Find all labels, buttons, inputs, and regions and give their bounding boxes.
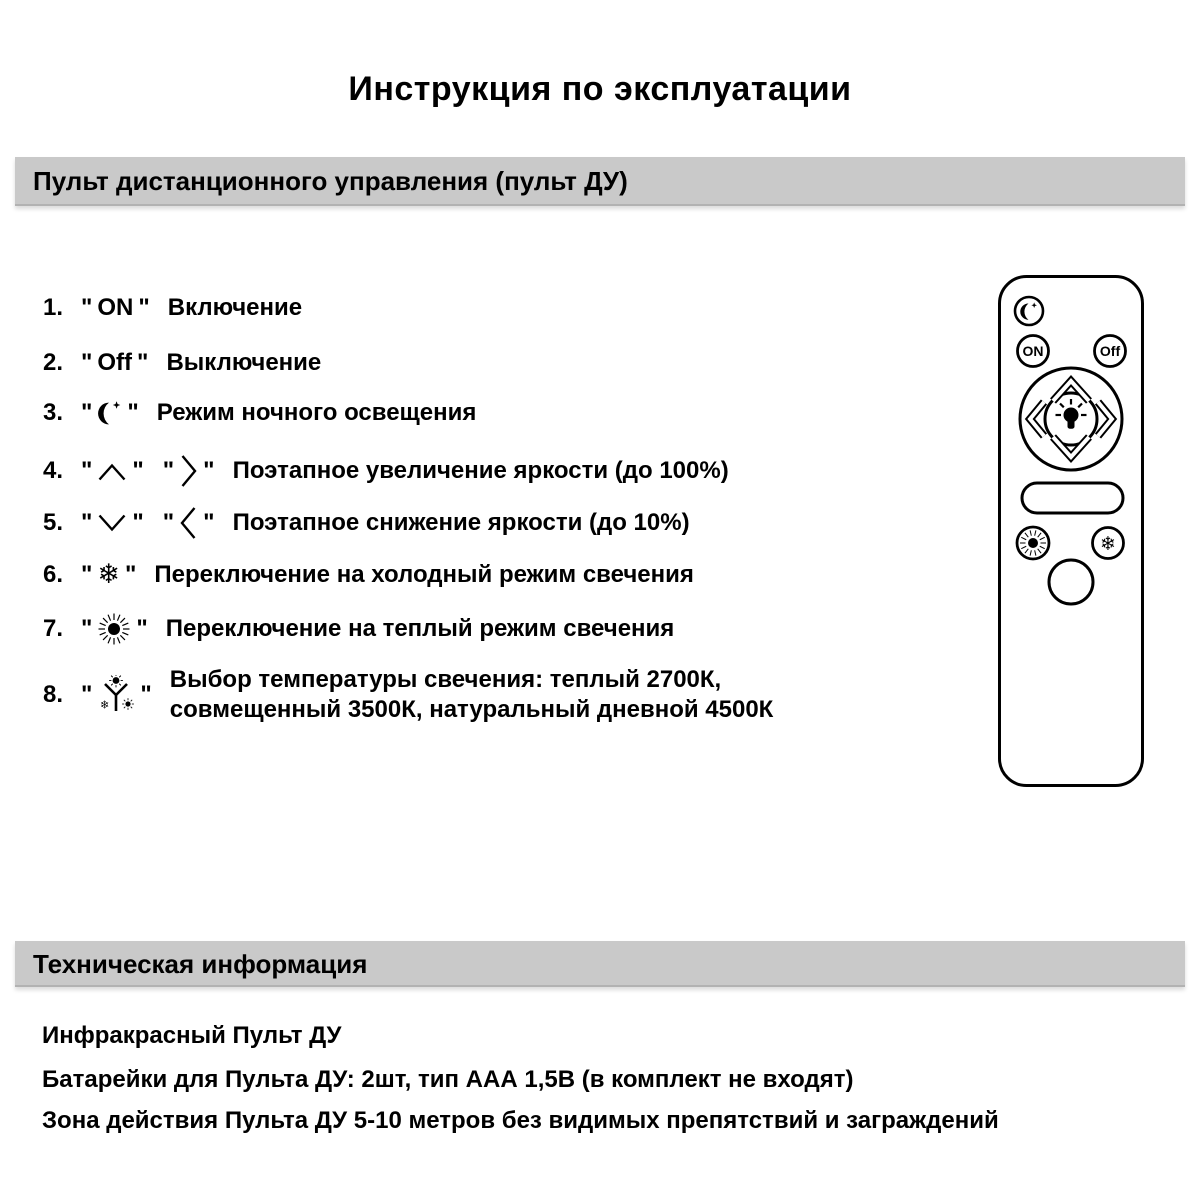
quote-mark: "	[81, 349, 93, 376]
quote-mark: "	[81, 681, 93, 708]
list-item	[43, 612, 674, 646]
tech-info-line: Зона действия Пульта ДУ 5-10 метров без видимых препятствий и заграждений	[42, 1107, 999, 1134]
list-item-number: 6.	[43, 561, 64, 588]
quote-mark: "	[137, 349, 149, 376]
quote-mark: "	[81, 399, 93, 426]
quote-mark: "	[203, 457, 215, 484]
tech-info-line: Батарейки для Пульта ДУ: 2шт, тип ААА 1,5В (в комплект не входят)	[42, 1066, 854, 1093]
snowflake-icon: ❄	[97, 559, 121, 590]
key-reference	[76, 560, 141, 590]
list-item	[43, 505, 690, 541]
snowflake-icon: ❄	[1100, 534, 1116, 555]
key-label: ON	[97, 294, 134, 321]
section-header-tech: Техническая информация	[15, 941, 1185, 987]
list-item-keys	[76, 560, 141, 590]
on-button-label: ON	[1022, 343, 1044, 359]
list-item-keys	[76, 505, 220, 541]
quote-mark: "	[132, 509, 144, 536]
list-item-number: 1.	[43, 294, 64, 321]
chevron-right-icon	[179, 453, 198, 489]
remote-control-diagram	[995, 272, 1150, 792]
section-header-remote: Пульт дистанционного управления (пульт ДУ)	[15, 157, 1185, 206]
list-item-text: Переключение на холодный режим свечения	[154, 561, 694, 588]
list-item-text: Поэтапное увеличение яркости (до 100%)	[232, 457, 729, 484]
list-item	[43, 560, 694, 590]
list-item-text: Поэтапное снижение яркости (до 10%)	[232, 509, 690, 536]
quote-mark: "	[140, 681, 152, 708]
list-item-number: 7.	[43, 615, 64, 642]
page-title: Инструкция по эксплуатации	[348, 70, 852, 108]
key-reference	[76, 398, 144, 428]
sun-icon	[97, 612, 131, 646]
list-item-keys	[76, 453, 220, 489]
quote-mark: "	[127, 399, 139, 426]
list-item	[43, 665, 773, 725]
list-item-keys	[76, 612, 153, 646]
list-item-text: Выключение	[166, 349, 322, 376]
quote-mark: "	[81, 509, 93, 536]
moon-icon	[97, 400, 122, 427]
list-item-text: Выбор температуры свечения: теплый 2700К, совмещенный 3500К, натуральный дневной 4500К	[169, 666, 774, 723]
list-item	[43, 293, 302, 323]
list-item-number: 2.	[43, 349, 64, 376]
tech-info-line: Инфракрасный Пульт ДУ	[42, 1022, 342, 1049]
mini-snowflake-icon: ❄	[100, 698, 110, 712]
quote-mark: "	[81, 561, 93, 588]
quote-mark: "	[81, 615, 93, 642]
list-item	[43, 398, 476, 428]
list-item	[43, 348, 321, 378]
list-item	[43, 453, 729, 489]
quote-mark: "	[125, 561, 137, 588]
quote-mark: "	[136, 615, 148, 642]
list-item-number: 5.	[43, 509, 64, 536]
list-item-text: Включение	[167, 294, 303, 321]
list-item-number: 3.	[43, 399, 64, 426]
quote-mark: "	[132, 457, 144, 484]
list-item-keys	[76, 293, 155, 323]
quote-mark: "	[138, 294, 150, 321]
chevron-down-icon	[97, 513, 127, 534]
key-reference	[76, 293, 155, 323]
quote-mark: "	[81, 294, 93, 321]
key-reference	[76, 612, 153, 646]
quote-mark: "	[162, 457, 175, 484]
chevron-up-icon	[97, 461, 127, 482]
quote-mark: "	[203, 509, 215, 536]
quote-mark: "	[81, 457, 93, 484]
list-item-number: 4.	[43, 457, 64, 484]
key-label: Off	[97, 349, 133, 376]
list-item-keys	[76, 348, 153, 378]
off-button-label: Off	[1099, 343, 1121, 359]
key-reference	[158, 453, 220, 489]
list-item-keys	[76, 398, 144, 428]
list-item-number: 8.	[43, 681, 64, 708]
list-item-text: Режим ночного освещения	[156, 399, 477, 426]
key-reference	[158, 505, 220, 541]
key-reference	[76, 456, 149, 486]
chevron-left-icon	[179, 505, 198, 541]
key-reference	[76, 675, 157, 715]
temperature-select-icon	[97, 675, 135, 715]
quote-mark: "	[162, 509, 175, 536]
list-item-keys	[76, 675, 157, 715]
list-item-text: Переключение на теплый режим свечения	[165, 615, 675, 642]
key-reference	[76, 348, 153, 378]
key-reference	[76, 508, 149, 538]
